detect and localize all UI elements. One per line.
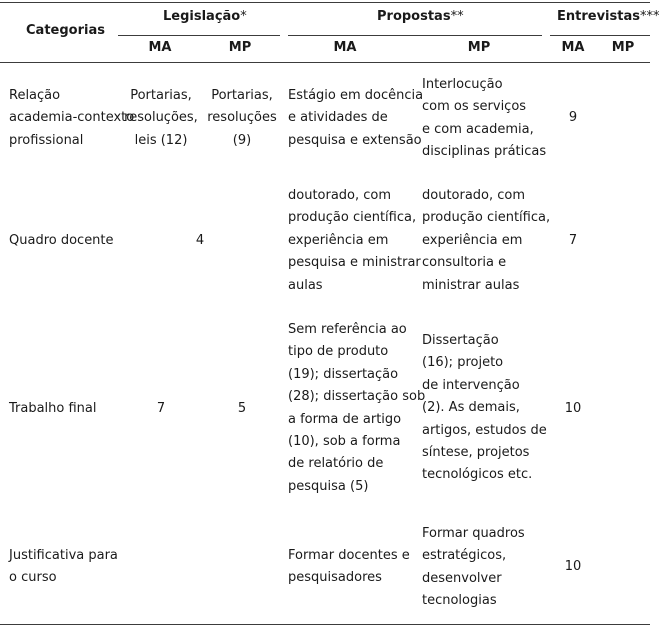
subheader-propostas-mp: MP [467, 40, 491, 55]
header-bottom-rule [0, 62, 650, 63]
cell-line: experiência em [288, 232, 389, 248]
subheader-legislacao-ma: MA [148, 40, 172, 55]
cell-line: e com academia, [422, 121, 534, 137]
legislacao-group-rule [118, 35, 280, 36]
header-propostas-footnote-mark: ** [450, 9, 464, 24]
categoria-line: academia-contexto [9, 110, 135, 126]
header-legislacao-label: Legislação [163, 9, 241, 24]
table-row-4-entrevistas-ma: 10 [564, 559, 582, 574]
cell-line: produção científica, [288, 210, 417, 226]
table-row-1-categoria [9, 85, 134, 152]
cell-line: Portarias, [211, 88, 273, 103]
cell-line: Estágio em docência [288, 88, 424, 103]
cell-line: (16); projeto [422, 355, 504, 371]
cell-line: Interlocução [422, 77, 503, 92]
subheader-legislacao-mp: MP [228, 40, 252, 55]
cell-line: ministrar aulas [422, 277, 520, 293]
cell-line: (19); dissertação [288, 366, 399, 382]
table-row-3-legislacao-mp: 5 [237, 401, 247, 416]
cell-line: pesquisa (5) [288, 478, 369, 494]
table-row-1-entrevistas-ma: 9 [568, 110, 578, 125]
cell-line: com os serviços [422, 99, 527, 115]
cell-line: aulas [288, 277, 323, 293]
cell-line: (10), sob a forma [288, 434, 401, 450]
table-row-1-legislacao-ma [120, 85, 202, 152]
cell-line: pesquisa e ministrar [288, 255, 421, 271]
table-row-2-categoria: Quadro docente [9, 233, 114, 248]
cell-line: (28); dissertação sob [288, 389, 426, 405]
subheader-entrevistas-mp: MP [611, 40, 635, 55]
header-entrevistas-label: Entrevistas [557, 9, 640, 24]
cell-line: doutorado, com [288, 188, 392, 203]
cell-line: resoluções [207, 110, 277, 126]
cell-line: Sem referência ao [288, 322, 407, 337]
table-row-2-legislacao: 4 [195, 233, 205, 248]
propostas-group-rule [288, 35, 542, 36]
cell-line: (2). As demais, [422, 400, 520, 416]
table-row-2-propostas-mp [422, 185, 550, 297]
cell-line: resoluções, [124, 110, 198, 126]
subheader-entrevistas-ma: MA [561, 40, 585, 55]
cell-line: doutorado, com [422, 188, 526, 203]
header-legislacao [163, 6, 247, 28]
categoria-line: o curso [9, 570, 57, 586]
cell-line: Formar quadros [422, 526, 525, 541]
cell-line: pesquisadores [288, 570, 382, 586]
categoria-line: Justificativa para [9, 548, 118, 563]
table-row-1-legislacao-mp [204, 85, 280, 152]
cell-line: e atividades de [288, 110, 388, 126]
header-legislacao-footnote-mark: * [240, 9, 247, 24]
entrevistas-group-rule [550, 35, 650, 36]
cell-line: Portarias, [130, 88, 192, 103]
table-row-4-categoria [9, 545, 118, 590]
table-row-1-propostas-mp [422, 74, 546, 164]
header-propostas-label: Propostas [377, 9, 451, 24]
cell-line: síntese, projetos [422, 445, 530, 461]
table-row-3-entrevistas-ma: 10 [564, 401, 582, 416]
cell-line: leis (12) [134, 132, 188, 148]
table-row-4-propostas-ma [288, 545, 410, 590]
table-top-rule [0, 2, 650, 3]
cell-line: produção científica, [422, 210, 551, 226]
table-row-2-entrevistas-ma: 7 [568, 233, 578, 248]
cell-line: pesquisa e extensão [288, 132, 422, 148]
cell-line: desenvolver [422, 570, 502, 586]
header-entrevistas-footnote-mark: *** [639, 9, 659, 24]
table-row-3-categoria: Trabalho final [9, 401, 97, 416]
table-row-2-propostas-ma [288, 185, 421, 297]
header-propostas [377, 6, 464, 28]
cell-line: artigos, estudos de [422, 422, 547, 438]
cell-line: tecnologias [422, 593, 497, 609]
cell-line: tipo de produto [288, 344, 389, 360]
header-categorias: Categorias [26, 23, 105, 38]
cell-line: de intervenção [422, 377, 520, 393]
cell-line: experiência em [422, 232, 523, 248]
cell-line: disciplinas práticas [422, 144, 547, 160]
table-row-1-propostas-ma [288, 85, 423, 152]
cell-line: tecnológicos etc. [422, 467, 533, 483]
categoria-line: Relação [9, 88, 61, 103]
cell-line: a forma de artigo [288, 411, 402, 427]
cell-line: (9) [232, 132, 252, 148]
header-entrevistas [557, 6, 659, 28]
table-row-4-propostas-mp [422, 523, 525, 613]
table-bottom-rule [0, 624, 650, 625]
cell-line: Dissertação [422, 333, 499, 348]
subheader-propostas-ma: MA [333, 40, 357, 55]
cell-line: consultoria e [422, 255, 507, 271]
table-row-3-propostas-ma [288, 319, 425, 498]
cell-line: estratégicos, [422, 548, 507, 564]
cell-line: de relatório de [288, 456, 384, 472]
categoria-line: profissional [9, 132, 84, 148]
table-row-3-propostas-mp [422, 330, 547, 487]
table-row-3-legislacao-ma: 7 [156, 401, 166, 416]
cell-line: Formar docentes e [288, 548, 410, 563]
